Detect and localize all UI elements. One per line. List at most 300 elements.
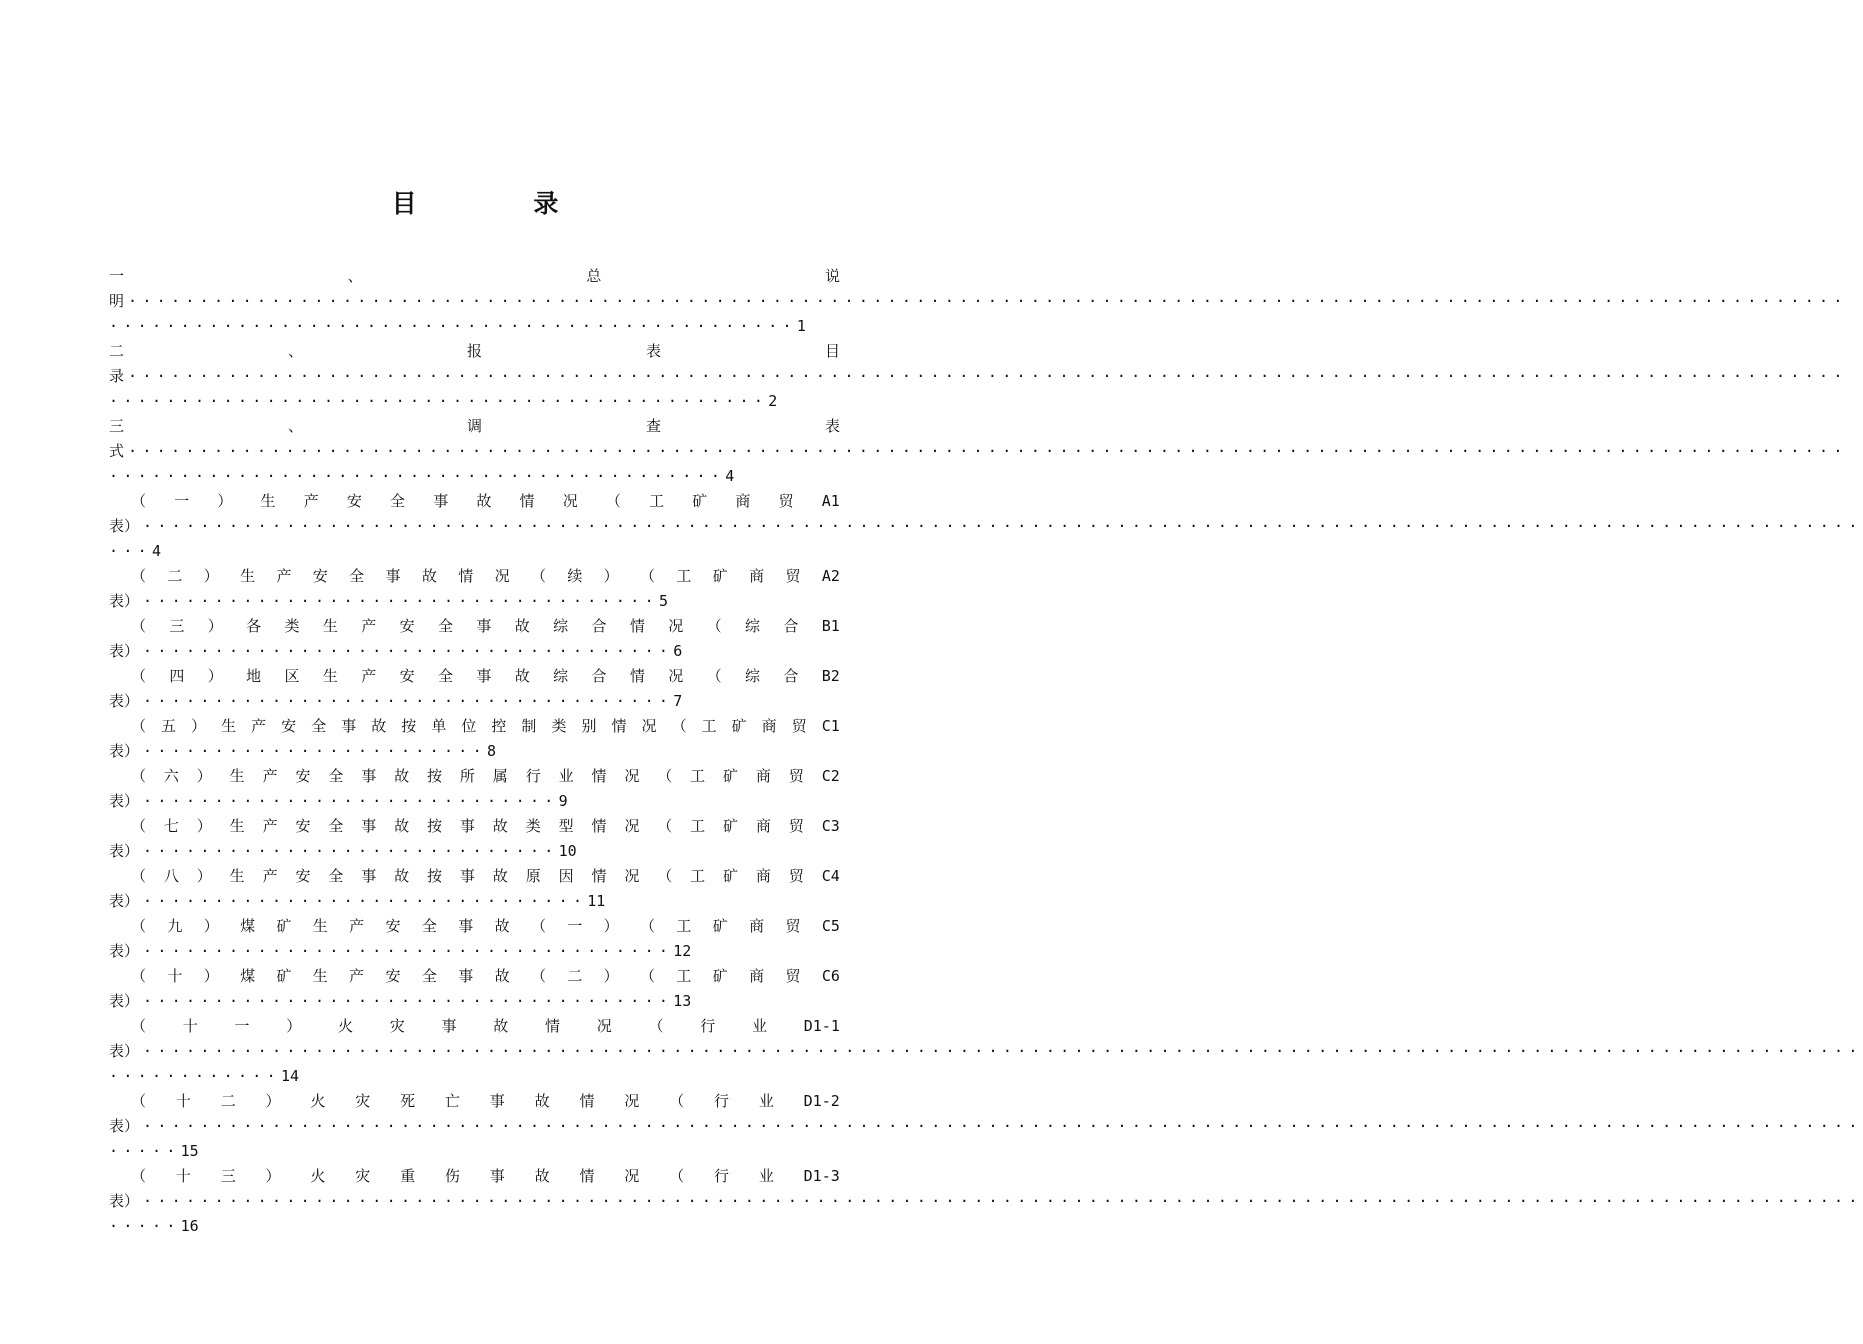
toc-heading-char: 情	[629, 617, 645, 635]
toc-heading-char: 业	[752, 1017, 768, 1035]
toc-heading-char: 类	[284, 617, 300, 635]
toc-heading-char: ）	[207, 667, 223, 685]
toc-heading-char: 按	[427, 867, 443, 885]
toc-heading-char: 生	[229, 867, 245, 885]
leader-dots: ························································································································	[143, 1192, 1863, 1210]
toc-heading-char: 表	[645, 342, 661, 360]
toc-heading-char: 贸	[778, 492, 794, 510]
toc-heading-char: （	[131, 967, 147, 985]
toc-entry[interactable]	[109, 864, 840, 914]
toc-heading-char: （	[640, 567, 656, 585]
toc-heading-char: 控	[491, 717, 507, 735]
toc-heading-char: 全	[328, 767, 344, 785]
toc-heading-char: 生	[312, 917, 328, 935]
toc-entry-line	[109, 1139, 840, 1164]
toc-heading-char: 产	[262, 767, 278, 785]
toc-heading-char: 十	[167, 967, 183, 985]
toc-heading-char: 行	[713, 1092, 729, 1110]
toc-heading-char: D1-3	[803, 1167, 840, 1185]
leader-dots: ························································································································	[128, 367, 1848, 385]
toc-heading-char: 亡	[444, 1092, 460, 1110]
toc-entry-heading	[109, 564, 840, 589]
toc-heading-char: 事	[489, 1092, 505, 1110]
toc-page-number: 11	[587, 892, 606, 910]
toc-heading-char: 安	[399, 667, 415, 685]
toc-heading-char: 八	[163, 867, 179, 885]
toc-entry-continuation: 表）	[109, 792, 140, 810]
toc-heading-char: 故	[534, 1092, 550, 1110]
toc-heading-char: 生	[240, 567, 256, 585]
toc-heading-char: 矿	[723, 867, 739, 885]
toc-heading-char: 况	[624, 1167, 640, 1185]
toc-heading-char: 全	[311, 717, 327, 735]
toc-heading-char: ）	[203, 917, 219, 935]
toc-heading-char: 情	[611, 717, 627, 735]
toc-entry-continuation: 表）	[109, 942, 140, 960]
toc-heading-char: 故	[476, 492, 492, 510]
toc-heading-char: 安	[281, 717, 297, 735]
toc-entry-continuation: 表）	[109, 692, 140, 710]
toc-heading-char: 综	[553, 667, 569, 685]
toc-entry-heading	[109, 614, 840, 639]
toc-heading-char: 全	[328, 867, 344, 885]
toc-heading-char: 故	[534, 1167, 550, 1185]
toc-entry-line	[109, 889, 840, 914]
toc-heading-char: 矿	[712, 967, 728, 985]
toc-heading-char: 重	[400, 1167, 416, 1185]
toc-heading-char: 情	[591, 817, 607, 835]
toc-entry[interactable]	[109, 1014, 1863, 1089]
toc-heading-char: 事	[459, 867, 475, 885]
toc-heading-char: （	[657, 817, 673, 835]
toc-heading-char: 贸	[785, 967, 801, 985]
toc-page-number: 10	[558, 842, 577, 860]
leader-dots: ························································································································	[128, 442, 1848, 460]
toc-heading-char: ）	[207, 617, 223, 635]
toc-entry-line	[109, 989, 840, 1014]
toc-heading-char: （	[669, 1167, 685, 1185]
toc-heading-char: 故	[493, 1017, 509, 1035]
toc-entry[interactable]	[109, 814, 840, 864]
toc-entry-heading	[109, 664, 840, 689]
toc-heading-char: C2	[821, 767, 840, 785]
toc-entry[interactable]	[109, 264, 1848, 339]
toc-heading-char: 灾	[355, 1167, 371, 1185]
toc-entry-heading	[109, 339, 840, 364]
toc-entry-continuation: 录	[109, 367, 125, 385]
toc-heading-char: 产	[349, 967, 365, 985]
toc-heading-char: ）	[191, 717, 207, 735]
toc-heading-char: （	[605, 492, 621, 510]
toc-heading-char: （	[648, 1017, 664, 1035]
toc-heading-char: 情	[519, 492, 535, 510]
toc-entry-line	[109, 1114, 1863, 1139]
leader-dots: ························································································································	[128, 292, 1848, 310]
toc-heading-char: 别	[581, 717, 597, 735]
toc-heading-char: 情	[545, 1017, 561, 1035]
toc-heading-char: 事	[361, 817, 377, 835]
toc-heading-char: 商	[749, 917, 765, 935]
toc-heading-char: 生	[312, 967, 328, 985]
toc-heading-char: 故	[394, 867, 410, 885]
toc-entry-line	[109, 439, 1848, 464]
toc-heading-char: A2	[821, 567, 840, 585]
toc-entry-heading	[109, 764, 840, 789]
toc-entry-heading	[109, 1014, 840, 1039]
toc-entry[interactable]	[109, 664, 840, 714]
toc-heading-char: 事	[441, 1017, 457, 1035]
toc-heading-char: 生	[229, 817, 245, 835]
toc-entry-line	[109, 514, 1863, 539]
toc-heading-char: ）	[603, 567, 619, 585]
toc-heading-char: （	[530, 917, 546, 935]
toc-heading-char: 产	[349, 917, 365, 935]
toc-heading-char: 产	[251, 717, 267, 735]
toc-heading-char: 因	[558, 867, 574, 885]
toc-heading-char: 情	[591, 767, 607, 785]
toc-entry-continuation: 表）	[109, 742, 140, 760]
toc-entry-line	[109, 389, 840, 414]
toc-heading-char: 死	[400, 1092, 416, 1110]
toc-heading-char: 工	[690, 817, 706, 835]
page-title: 目 录	[391, 189, 613, 218]
toc-heading-char: 商	[761, 717, 777, 735]
toc-heading-char: 一	[174, 492, 190, 510]
toc-heading-char: 工	[649, 492, 665, 510]
toc-heading-char: 表	[824, 417, 840, 435]
toc-heading-char: C5	[821, 917, 840, 935]
toc-heading-char: 商	[735, 492, 751, 510]
toc-heading-char: 十	[175, 1092, 191, 1110]
toc-heading-char: 矿	[723, 817, 739, 835]
toc-heading-char: 贸	[785, 917, 801, 935]
toc-heading-char: 全	[438, 617, 454, 635]
toc-heading-char: 贸	[785, 567, 801, 585]
leader-dots: ·····························	[143, 792, 559, 810]
toc-heading-char: 贸	[788, 767, 804, 785]
toc-entry-heading	[109, 264, 840, 289]
toc-entry-heading	[109, 964, 840, 989]
toc-heading-char: （	[131, 617, 147, 635]
toc-heading-char: 生	[229, 767, 245, 785]
toc-entry-line	[109, 1064, 840, 1089]
toc-heading-char: 伤	[444, 1167, 460, 1185]
toc-heading-char: 故	[494, 917, 510, 935]
toc-heading-char: 二	[109, 342, 125, 360]
toc-entry-line	[109, 589, 840, 614]
toc-heading-char: 情	[458, 567, 474, 585]
toc-heading-char: 、	[287, 417, 303, 435]
toc-heading-char: ）	[265, 1092, 281, 1110]
toc-heading-char: （	[131, 567, 147, 585]
toc-heading-char: 事	[458, 967, 474, 985]
toc-entry-continuation: 表）	[109, 1117, 140, 1135]
toc-heading-char: C4	[821, 867, 840, 885]
toc-entry-continuation: 式	[109, 442, 125, 460]
toc-heading-char: 产	[276, 567, 292, 585]
toc-heading-char: 全	[349, 567, 365, 585]
toc-heading-char: 故	[492, 817, 508, 835]
toc-heading-char: 二	[220, 1092, 236, 1110]
toc-heading-char: 矿	[712, 917, 728, 935]
toc-heading-char: 原	[525, 867, 541, 885]
toc-heading-char: 安	[385, 917, 401, 935]
toc-heading-char: C6	[821, 967, 840, 985]
toc-heading-char: （	[131, 1092, 147, 1110]
toc-heading-char: 商	[755, 867, 771, 885]
toc-heading-char: 矿	[692, 492, 708, 510]
toc-entry-line	[109, 289, 1848, 314]
toc-heading-char: 煤	[240, 967, 256, 985]
toc-entry-continuation: 表）	[109, 892, 140, 910]
toc-heading-char: 三	[220, 1167, 236, 1185]
toc-heading-char: 九	[167, 917, 183, 935]
toc-entry-line	[109, 1039, 1863, 1064]
toc-heading-char: 类	[525, 817, 541, 835]
toc-heading-char: 型	[558, 817, 574, 835]
toc-heading-char: 行	[713, 1167, 729, 1185]
toc-heading-char: 属	[492, 767, 508, 785]
toc-heading-char: （	[657, 767, 673, 785]
toc-heading-char: 按	[401, 717, 417, 735]
toc-heading-char: 类	[551, 717, 567, 735]
toc-heading-char: 安	[295, 817, 311, 835]
toc-heading-char: 一	[567, 917, 583, 935]
toc-heading-char: C3	[821, 817, 840, 835]
toc-heading-char: （	[640, 967, 656, 985]
toc-heading-char: 况	[494, 567, 510, 585]
toc-heading-char: 事	[476, 667, 492, 685]
toc-heading-char: 贸	[788, 867, 804, 885]
toc-heading-char: 合	[591, 667, 607, 685]
toc-heading-char: 续	[567, 567, 583, 585]
toc-page-number: 5	[658, 592, 668, 610]
toc-heading-char: D1-2	[803, 1092, 840, 1110]
toc-heading-char: 位	[461, 717, 477, 735]
toc-page-number: 7	[673, 692, 683, 710]
toc-heading-char: 二	[567, 967, 583, 985]
toc-entry-line	[109, 739, 840, 764]
toc-heading-char: 全	[328, 817, 344, 835]
toc-heading-char: 工	[701, 717, 717, 735]
toc-entry[interactable]	[109, 764, 840, 814]
toc-heading-char: （	[530, 567, 546, 585]
toc-heading-char: 工	[676, 567, 692, 585]
toc-heading-char: 合	[783, 667, 799, 685]
toc-heading-char: （	[131, 1017, 147, 1035]
toc-heading-char: 四	[169, 667, 185, 685]
toc-heading-char: ）	[203, 967, 219, 985]
toc-page-number: 13	[673, 992, 692, 1010]
toc-heading-char: 火	[310, 1167, 326, 1185]
toc-entry[interactable]	[109, 964, 840, 1014]
toc-heading-char: 故	[394, 817, 410, 835]
toc-entry-heading	[109, 814, 840, 839]
toc-heading-char: ）	[603, 917, 619, 935]
toc-entry-continuation: 表）	[109, 592, 140, 610]
toc-entry-line	[109, 839, 840, 864]
toc-heading-char: 十	[175, 1167, 191, 1185]
toc-page-number: 12	[673, 942, 692, 960]
toc-heading-char: 安	[399, 617, 415, 635]
toc-entry-heading	[109, 914, 840, 939]
toc-heading-char: 说	[824, 267, 840, 285]
toc-heading-char: 制	[521, 717, 537, 735]
toc-heading-char: 调	[466, 417, 482, 435]
toc-entry-line	[109, 639, 840, 664]
toc-heading-char: 合	[783, 617, 799, 635]
toc-heading-char: 生	[322, 617, 338, 635]
toc-heading-char: 三	[109, 417, 125, 435]
toc-heading-char: A1	[821, 492, 840, 510]
toc-heading-char: 情	[579, 1092, 595, 1110]
toc-page-number: 6	[673, 642, 683, 660]
toc-heading-char: 全	[421, 917, 437, 935]
toc-heading-char: 矿	[276, 967, 292, 985]
toc-entry[interactable]	[109, 564, 840, 614]
toc-heading-char: 况	[641, 717, 657, 735]
toc-page-number: 16	[180, 1217, 199, 1235]
toc-heading-char: 产	[361, 617, 377, 635]
leader-dots: ························	[143, 742, 487, 760]
toc-heading-char: 工	[690, 767, 706, 785]
toc-heading-char: 行	[700, 1017, 716, 1035]
toc-heading-char: 七	[163, 817, 179, 835]
toc-entry-line	[109, 364, 1848, 389]
toc-entry-line	[109, 1189, 1863, 1214]
toc-heading-char: 火	[338, 1017, 354, 1035]
toc-entry-continuation: 表）	[109, 517, 140, 535]
toc-heading-char: 况	[562, 492, 578, 510]
toc-heading-char: 故	[371, 717, 387, 735]
toc-heading-char: 生	[322, 667, 338, 685]
toc-heading-char: 故	[492, 867, 508, 885]
toc-entry[interactable]	[109, 1089, 1863, 1164]
toc-entry[interactable]	[109, 414, 1848, 489]
toc-heading-char: 六	[163, 767, 179, 785]
toc-page-number: 2	[768, 392, 778, 410]
toc-heading-char: 况	[624, 817, 640, 835]
toc-entry-heading	[109, 414, 840, 439]
leader-dots: ························································································································	[143, 1117, 1863, 1135]
toc-heading-char: （	[131, 1167, 147, 1185]
toc-heading-char: 事	[459, 817, 475, 835]
toc-heading-char: （	[131, 667, 147, 685]
toc-page-number: 4	[725, 467, 735, 485]
toc-heading-char: 总	[586, 267, 602, 285]
toc-entry-line	[109, 939, 840, 964]
toc-page-number: 4	[152, 542, 162, 560]
toc-heading-char: 商	[755, 817, 771, 835]
toc-heading-char: 综	[553, 617, 569, 635]
toc-page-number: 1	[796, 317, 806, 335]
toc-entry-continuation: 表）	[109, 1042, 140, 1060]
toc-heading-char: 单	[431, 717, 447, 735]
toc-entry[interactable]	[109, 339, 1848, 414]
leader-dots: ·····	[109, 1217, 181, 1235]
toc-heading-char: ）	[203, 567, 219, 585]
toc-entry[interactable]	[109, 914, 840, 964]
toc-heading-char: B2	[821, 667, 840, 685]
toc-heading-char: （	[131, 917, 147, 935]
toc-entry[interactable]	[109, 1164, 1863, 1239]
toc-heading-char: 目	[824, 342, 840, 360]
toc-heading-char: 安	[346, 492, 362, 510]
leader-dots: ·····································	[143, 992, 674, 1010]
leader-dots: ···········································	[109, 467, 726, 485]
toc-entry[interactable]	[109, 489, 1863, 564]
toc-entry-continuation: 明	[109, 292, 125, 310]
toc-page-number: 15	[180, 1142, 199, 1160]
toc-heading-char: 工	[676, 967, 692, 985]
toc-heading-char: 产	[303, 492, 319, 510]
toc-heading-char: ）	[196, 867, 212, 885]
toc-heading-char: 所	[459, 767, 475, 785]
toc-heading-char: 事	[489, 1167, 505, 1185]
toc-entry-continuation: 表）	[109, 642, 140, 660]
toc-heading-char: 事	[361, 767, 377, 785]
leader-dots: ························································································································	[143, 517, 1863, 535]
toc-heading-char: 、	[287, 342, 303, 360]
toc-heading-char: 一	[109, 267, 125, 285]
toc-heading-char: （	[706, 617, 722, 635]
toc-heading-char: 贸	[791, 717, 807, 735]
toc-entry-heading	[109, 1089, 840, 1114]
toc-heading-char: 故	[514, 617, 530, 635]
toc-heading-char: 产	[361, 667, 377, 685]
toc-heading-char: 业	[758, 1167, 774, 1185]
toc-heading-char: 商	[749, 567, 765, 585]
toc-heading-char: 事	[385, 567, 401, 585]
toc-heading-char: 报	[466, 342, 482, 360]
leader-dots: ·······························	[143, 892, 588, 910]
toc-heading-char: （	[706, 667, 722, 685]
toc-entry-line	[109, 314, 840, 339]
toc-entry-line	[109, 539, 840, 564]
toc-heading-char: 安	[295, 767, 311, 785]
toc-heading-char: 情	[579, 1167, 595, 1185]
toc-entry[interactable]	[109, 614, 840, 664]
toc-heading-char: 事	[433, 492, 449, 510]
toc-heading-char: 一	[234, 1017, 250, 1035]
toc-heading-char: 行	[525, 767, 541, 785]
toc-entry-line	[109, 1214, 840, 1239]
toc-heading-char: 矿	[731, 717, 747, 735]
table-of-contents	[109, 264, 1863, 1239]
toc-heading-char: 产	[262, 817, 278, 835]
toc-entry[interactable]	[109, 714, 840, 764]
toc-heading-char: 况	[596, 1017, 612, 1035]
toc-heading-char: ）	[217, 492, 233, 510]
toc-heading-char: 况	[624, 867, 640, 885]
toc-heading-char: ）	[286, 1017, 302, 1035]
toc-page-number: 14	[280, 1067, 300, 1085]
toc-heading-char: （	[671, 717, 687, 735]
toc-heading-char: 业	[758, 1092, 774, 1110]
toc-heading-char: 十	[182, 1017, 198, 1035]
toc-heading-char: 生	[260, 492, 276, 510]
toc-entry-line	[109, 464, 840, 489]
toc-heading-char: 火	[310, 1092, 326, 1110]
toc-heading-char: 商	[749, 967, 765, 985]
toc-heading-char: 全	[390, 492, 406, 510]
toc-heading-char: 况	[668, 617, 684, 635]
toc-entry-heading	[109, 1164, 840, 1189]
toc-page-number: 8	[486, 742, 496, 760]
toc-heading-char: （	[131, 717, 147, 735]
toc-heading-char: ）	[265, 1167, 281, 1185]
leader-dots: ·····························	[143, 842, 559, 860]
